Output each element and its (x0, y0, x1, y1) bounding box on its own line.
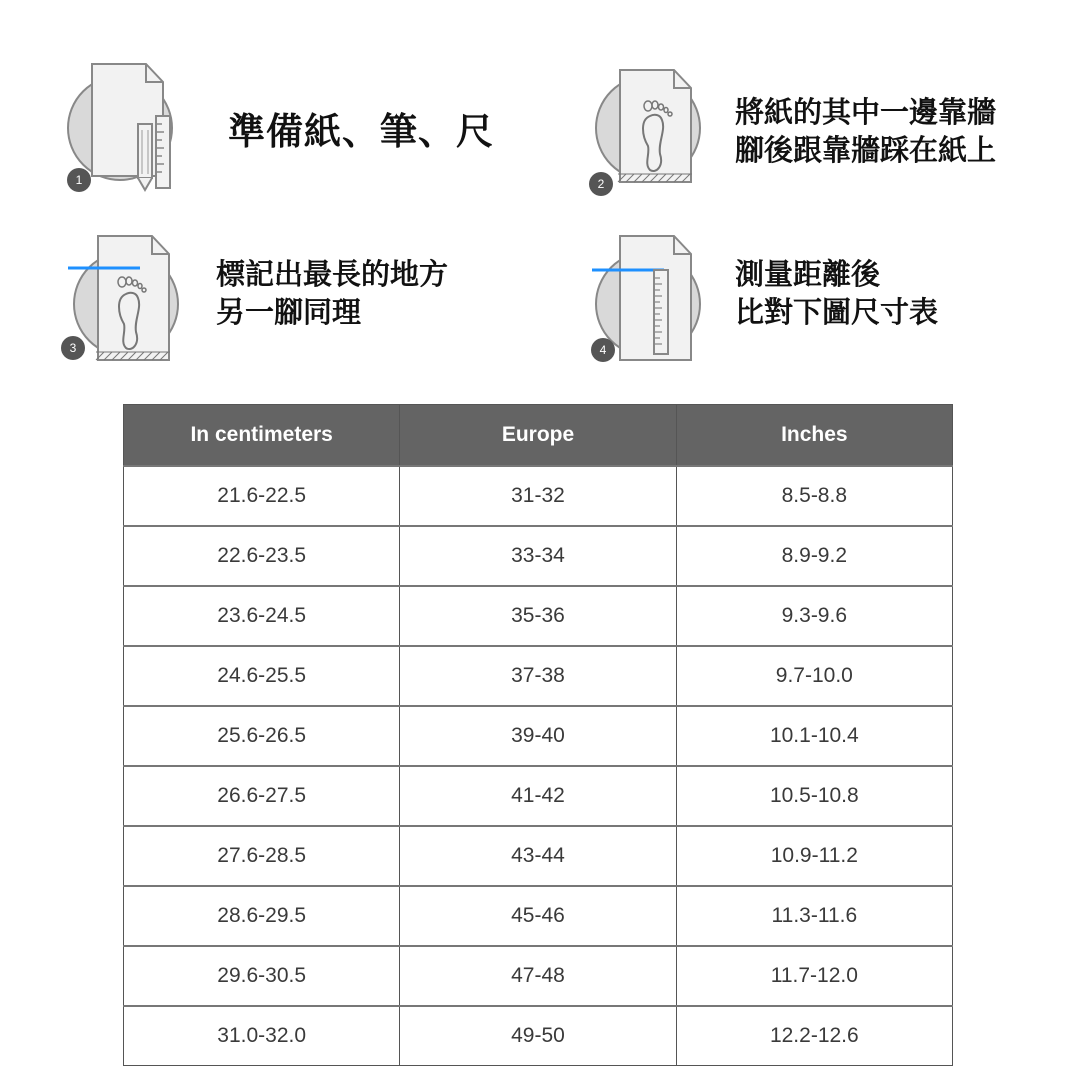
cell-inches: 11.7-12.0 (676, 946, 952, 1006)
step-1-text (228, 108, 494, 156)
step-3-line-2: 另一腳同理 (216, 294, 362, 329)
measure-with-ruler-icon (588, 234, 728, 374)
cell-inches: 10.9-11.2 (676, 826, 952, 886)
table-row (124, 826, 953, 886)
svg-text:3: 3 (69, 341, 77, 355)
step-3-line-1: 標記出最長的地方 (216, 257, 449, 291)
cell-europe: 31-32 (400, 466, 676, 526)
table-row (124, 886, 953, 946)
cell-centimeters: 29.6-30.5 (124, 946, 400, 1006)
cell-europe: 39-40 (400, 706, 676, 766)
mark-longest-point-icon (60, 234, 200, 374)
cell-centimeters: 24.6-25.5 (124, 646, 400, 706)
step-2 (588, 68, 1058, 208)
step-4-line-1: 測量距離後 (735, 257, 881, 291)
table-row (124, 646, 953, 706)
cell-europe: 45-46 (400, 886, 676, 946)
table-row (124, 766, 953, 826)
svg-text:4: 4 (599, 343, 607, 357)
cell-inches: 12.2-12.6 (676, 1006, 952, 1066)
table-row (124, 706, 953, 766)
cell-europe: 43-44 (400, 826, 676, 886)
cell-europe: 35-36 (400, 586, 676, 646)
cell-centimeters: 31.0-32.0 (124, 1006, 400, 1066)
cell-europe: 37-38 (400, 646, 676, 706)
cell-inches: 8.9-9.2 (676, 526, 952, 586)
header-inches: Inches (676, 405, 952, 467)
paper-pen-ruler-icon (60, 58, 200, 198)
cell-centimeters: 21.6-22.5 (124, 466, 400, 526)
step-3-text (216, 256, 448, 331)
footprint-on-paper-icon (588, 68, 728, 208)
cell-inches: 11.3-11.6 (676, 886, 952, 946)
svg-text:2: 2 (597, 177, 605, 191)
cell-centimeters: 23.6-24.5 (124, 586, 400, 646)
cell-inches: 10.1-10.4 (676, 706, 952, 766)
cell-centimeters: 27.6-28.5 (124, 826, 400, 886)
step-4 (588, 234, 1058, 374)
step-1-line-1: 準備紙、筆、尺 (228, 110, 494, 153)
table-header-row (124, 405, 953, 467)
step-3 (60, 234, 540, 374)
step-4-text (735, 256, 938, 331)
step-2-text (735, 94, 996, 169)
cell-europe: 47-48 (400, 946, 676, 1006)
size-table (123, 404, 953, 1066)
svg-text:1: 1 (75, 173, 83, 187)
cell-inches: 10.5-10.8 (676, 766, 952, 826)
step-1 (60, 58, 540, 198)
header-centimeters: In centimeters (124, 405, 400, 467)
cell-centimeters: 22.6-23.5 (124, 526, 400, 586)
cell-inches: 9.3-9.6 (676, 586, 952, 646)
cell-europe: 33-34 (400, 526, 676, 586)
step-2-line-1: 將紙的其中一邊靠牆 (735, 95, 997, 129)
table-row (124, 526, 953, 586)
cell-europe: 49-50 (400, 1006, 676, 1066)
cell-inches: 8.5-8.8 (676, 466, 952, 526)
table-row (124, 946, 953, 1006)
header-europe: Europe (400, 405, 676, 467)
cell-centimeters: 28.6-29.5 (124, 886, 400, 946)
step-4-line-2: 比對下圖尺寸表 (735, 294, 939, 329)
cell-europe: 41-42 (400, 766, 676, 826)
table-row (124, 586, 953, 646)
step-2-line-2: 腳後跟靠牆踩在紙上 (735, 132, 997, 167)
cell-centimeters: 26.6-27.5 (124, 766, 400, 826)
cell-centimeters: 25.6-26.5 (124, 706, 400, 766)
cell-inches: 9.7-10.0 (676, 646, 952, 706)
table-row (124, 1006, 953, 1066)
table-row (124, 466, 953, 526)
